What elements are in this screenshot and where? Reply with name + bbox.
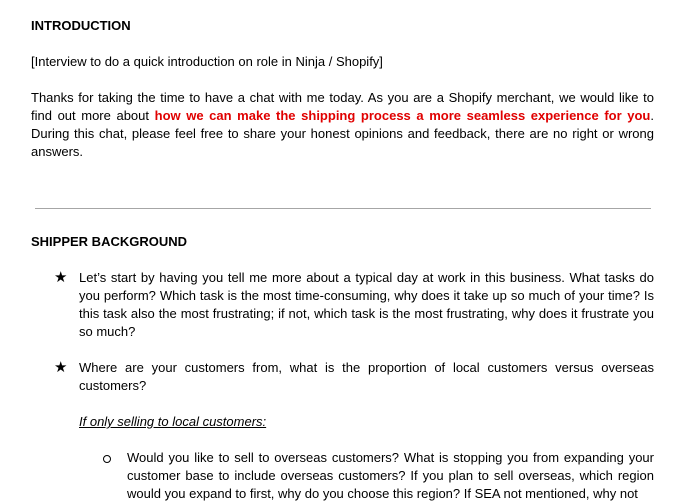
intro-text-part1: Thanks for taking the time to have a chat with me today. As you are a Shopify merchant, we would like to find out more about	[31, 90, 654, 123]
intro-text-part2: . During this chat, please feel free to share your honest opinions and feedback, there are no right or wrong answers.	[31, 108, 654, 159]
intro-highlight-text: how we can make the shipping process a more seamless experience for you	[154, 108, 651, 123]
question-customer-origin: Where are your customers from, what is the proportion of local customers versus overseas customers?	[79, 360, 654, 393]
question-typical-day: Let’s start by having you tell me more about a typical day at work in this business. What tasks do you perform? Which task is the most time-consuming, why does it take up so much of your time? Is this task also the most frustrating; if not, which task is the most frustrating, why does it frustrate you so much?	[79, 270, 654, 339]
star-bullet-icon: ★	[54, 269, 68, 286]
introduction-paragraph	[31, 89, 654, 161]
shipper-background-heading: SHIPPER BACKGROUND	[31, 234, 188, 249]
introduction-heading: INTRODUCTION	[31, 18, 131, 33]
star-bullet-icon: ★	[54, 359, 68, 376]
interview-note: [Interview to do a quick introduction on role in Ninja / Shopify]	[31, 54, 383, 69]
horizontal-divider	[35, 208, 651, 209]
hollow-circle-bullet-icon	[103, 455, 111, 463]
local-customers-branch-heading: If only selling to local customers:	[79, 414, 267, 429]
question-overseas-expansion: Would you like to sell to overseas customers? What is stopping you from expanding your customer base to include overseas customers? If you plan to sell overseas, which region would you expand to first, why do you choose this region? If SEA not mentioned, why not	[127, 450, 654, 501]
